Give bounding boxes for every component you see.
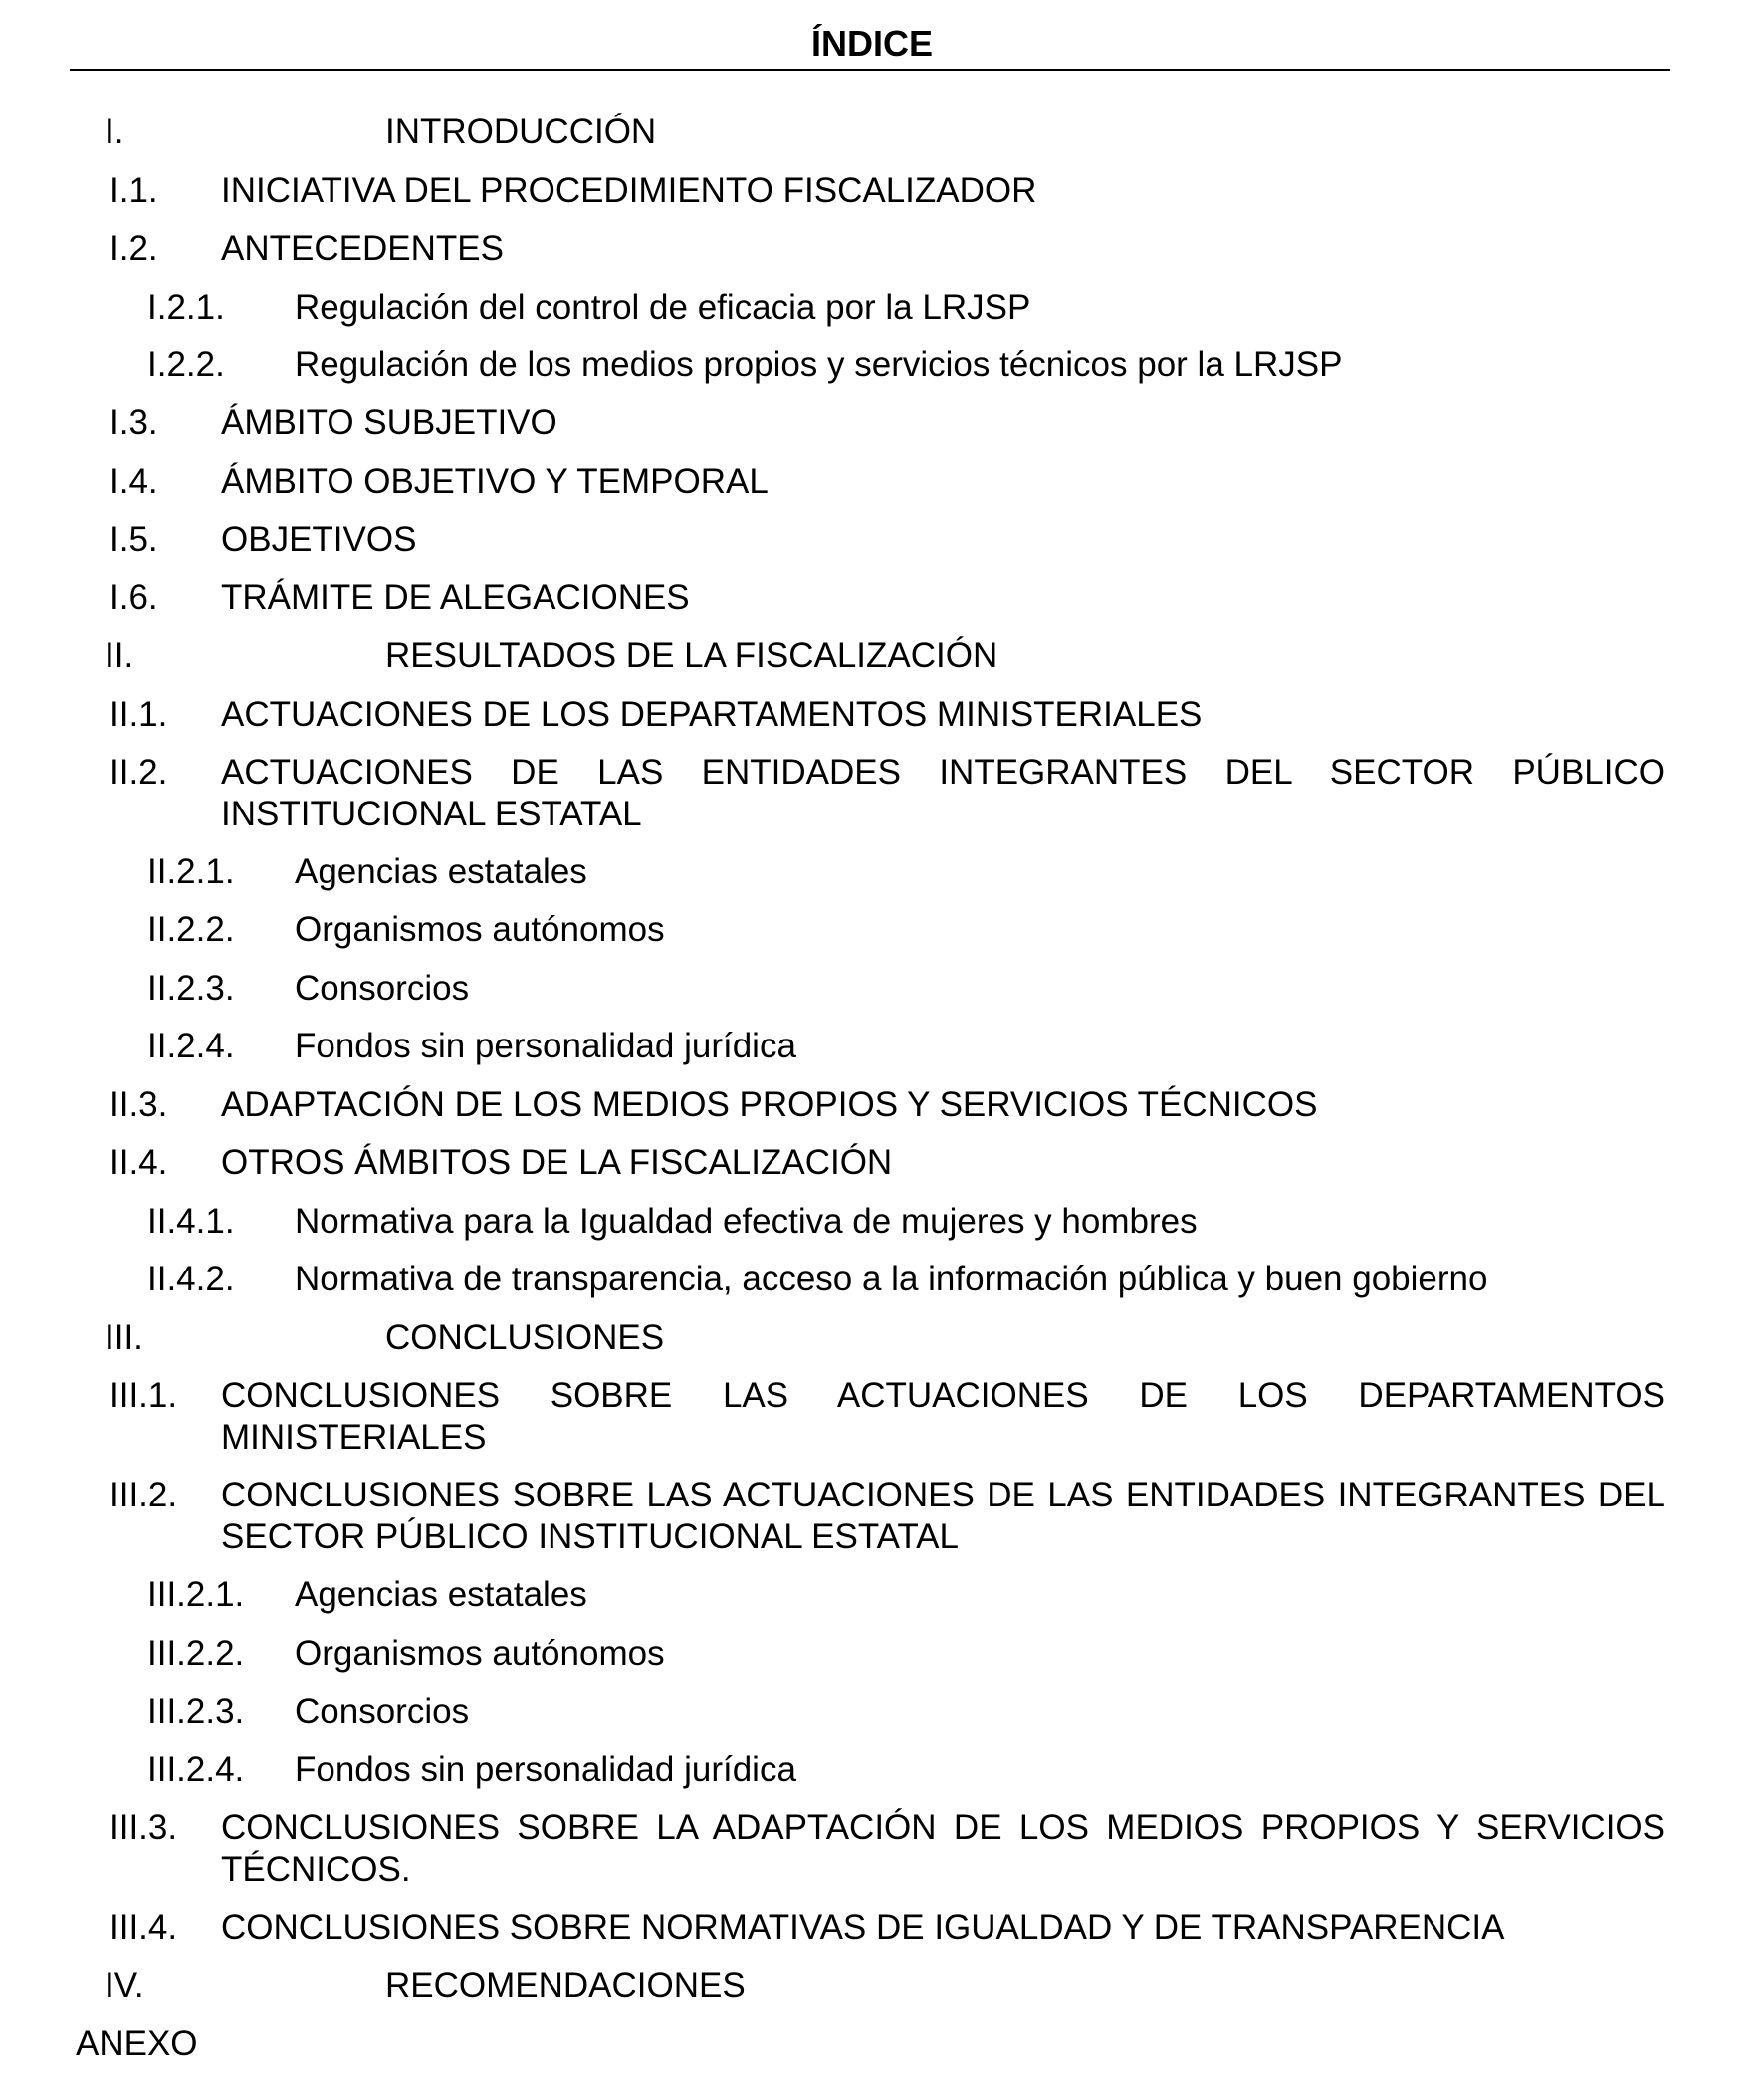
toc-title: CONCLUSIONES SOBRE LAS ACTUACIONES DE LAS ENTIDADES INTEGRANTES DEL SECTOR PÚBLICO INSTITUCIONAL ESTATAL xyxy=(221,1476,1665,1556)
toc-number: III. xyxy=(105,1318,143,1357)
toc-title: Organismos autónomos xyxy=(295,910,665,949)
toc-number: IV. xyxy=(105,1966,144,2005)
toc-number: I.2. xyxy=(110,229,158,268)
toc-title: ÁMBITO OBJETIVO Y TEMPORAL xyxy=(221,462,769,501)
toc-title: Agencias estatales xyxy=(295,1575,587,1614)
page-title: ÍNDICE xyxy=(810,23,933,64)
toc-title: ANEXO xyxy=(76,2024,198,2063)
toc-number: II.4.1. xyxy=(147,1202,235,1241)
toc-number: II.1. xyxy=(110,695,168,734)
toc-number: I.3. xyxy=(110,403,158,442)
toc-title: Normativa de transparencia, acceso a la información pública y buen gobierno xyxy=(295,1260,1488,1298)
toc-number: I. xyxy=(105,113,124,151)
toc-title: Consorcios xyxy=(295,969,470,1008)
toc-number: I.2.1. xyxy=(147,288,225,327)
toc-number: III.2.4. xyxy=(147,1750,245,1789)
toc-title: CONCLUSIONES SOBRE LA ADAPTACIÓN DE LOS MEDIOS PROPIOS Y SERVICIOS TÉCNICOS. xyxy=(221,1808,1665,1889)
toc-title: Organismos autónomos xyxy=(295,1634,665,1673)
toc-number: III.4. xyxy=(110,1908,178,1947)
toc-title: Agencias estatales xyxy=(295,852,587,891)
toc-title: CONCLUSIONES SOBRE LAS ACTUACIONES DE LOS DEPARTAMENTOS MINISTERIALES xyxy=(221,1376,1665,1457)
toc-number: II.2.1. xyxy=(147,852,235,891)
toc-title: RECOMENDACIONES xyxy=(385,1966,746,2005)
toc-number: II.2.3. xyxy=(147,969,235,1008)
toc-title: RESULTADOS DE LA FISCALIZACIÓN xyxy=(385,636,998,675)
toc-number: II.3. xyxy=(110,1085,168,1124)
toc-title: Normativa para la Igualdad efectiva de mujeres y hombres xyxy=(295,1202,1198,1241)
toc-number: I.2.2. xyxy=(147,346,225,384)
toc-title: ÁMBITO SUBJETIVO xyxy=(221,403,557,442)
toc-title: Regulación del control de eficacia por la LRJSP xyxy=(295,288,1031,327)
toc-number: II.2.4. xyxy=(147,1027,235,1065)
toc-title: Regulación de los medios propios y servicios técnicos por la LRJSP xyxy=(295,346,1343,384)
toc-title: INICIATIVA DEL PROCEDIMIENTO FISCALIZADOR xyxy=(221,171,1037,210)
toc-number: II.2.2. xyxy=(147,910,235,949)
toc-number: I.6. xyxy=(110,578,158,617)
toc-title: ACTUACIONES DE LOS DEPARTAMENTOS MINISTERIALES xyxy=(221,695,1203,734)
toc-title: CONCLUSIONES xyxy=(385,1318,665,1357)
toc-number: III.2.1. xyxy=(147,1575,245,1614)
toc-number: III.3. xyxy=(110,1808,178,1847)
toc-title: Consorcios xyxy=(295,1692,470,1731)
toc-number: II.2. xyxy=(110,753,168,792)
toc-title: CONCLUSIONES SOBRE NORMATIVAS DE IGUALDAD Y DE TRANSPARENCIA xyxy=(221,1908,1505,1947)
toc-title: INTRODUCCIÓN xyxy=(385,113,657,151)
toc-title: ANTECEDENTES xyxy=(221,229,504,268)
toc-title: Fondos sin personalidad jurídica xyxy=(295,1750,796,1789)
toc-number: II.4. xyxy=(110,1143,168,1182)
toc-number: III.1. xyxy=(110,1376,178,1415)
toc-number: III.2.3. xyxy=(147,1692,245,1731)
toc-number: II. xyxy=(105,636,134,675)
toc-title: TRÁMITE DE ALEGACIONES xyxy=(221,578,690,617)
toc-number: I.5. xyxy=(110,520,158,559)
toc-title: OTROS ÁMBITOS DE LA FISCALIZACIÓN xyxy=(221,1143,893,1182)
toc-number: I.4. xyxy=(110,462,158,501)
toc-number: II.4.2. xyxy=(147,1260,235,1298)
toc-title: ADAPTACIÓN DE LOS MEDIOS PROPIOS Y SERVICIOS TÉCNICOS xyxy=(221,1085,1318,1124)
toc-number: III.2.2. xyxy=(147,1634,245,1673)
toc-number: III.2. xyxy=(110,1476,178,1514)
toc-number: I.1. xyxy=(110,171,158,210)
toc-title: OBJETIVOS xyxy=(221,520,417,559)
toc-title: ACTUACIONES DE LAS ENTIDADES INTEGRANTES DEL SECTOR PÚBLICO INSTITUCIONAL ESTATAL xyxy=(221,753,1665,833)
toc-title: Fondos sin personalidad jurídica xyxy=(295,1027,796,1065)
